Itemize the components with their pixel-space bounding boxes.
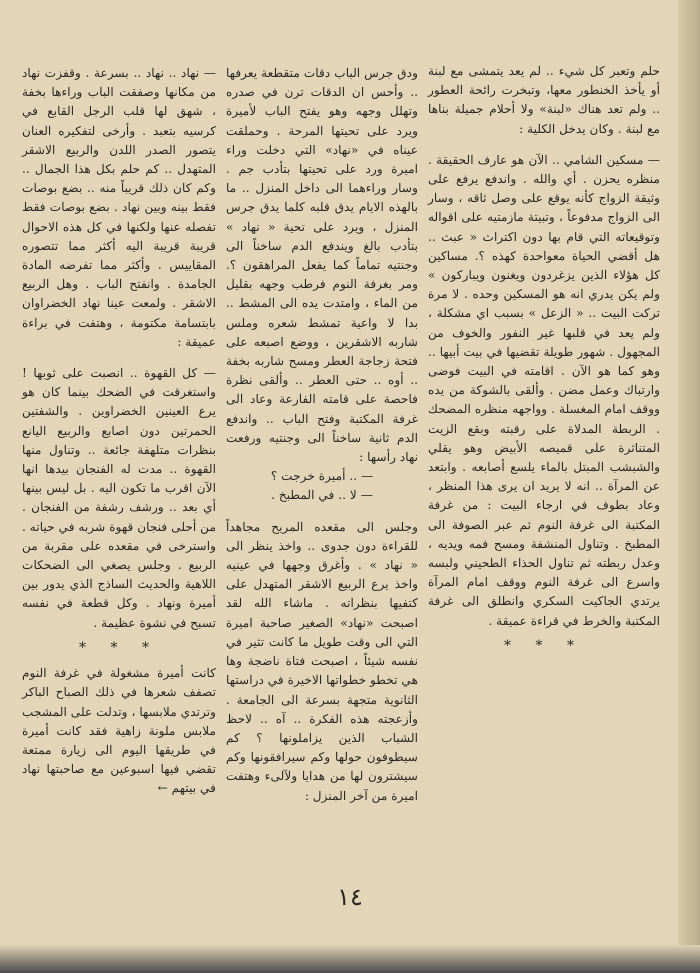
paragraph: — مسكين الشامي .. الآن هو عارف الحقيقة . منظره يحزن . أي والله . واندفع يرفع على وثيقة الزواج كأنه يوقع على وصل ثاقه ، وسار الى الزواج مدفوعاً ، وتبيتة مازمتيه على اقواله وتوقيعاته التي قام بها دون اكتراث « عبث .. هل أقضي الحياة معواحدة كهذه ؟. مساكين كل هؤلاء الذين يزغردون ويغنون ويباركون » ولم يكن يدري انه هو المسكين وحده . لا مرة تركت البيت .. « الزعل » بسبب اي مشكلة ، ولم يعد في قلبها غير النفور والخوف من المجهول . شهور طويلة تقضيها في بيت أبيها .. وهو كما هو الآن . اقامته في البيت فوضى وارتباك وعمل مضن . وألقى بالشوكة من يده ووقف امام المغسلة . وواجهه منظره المضحك . الربطة المدلاة على رقبته وبقع الزيت المتناثرة على قميصه الأبيض وهو يقلي والشبشب المبتل بالماء يلسع أصابعه . وابتعد عن المرآة .. انه لا يريد ان يرى هذا المنظر ، وعاد بطوف في ارجاء البيت : من غرفة المكتبة الى غرفة النوم ثم عبر الصوفة الى المطبخ . وتناول المنشفة ومسح فمه ويديه ، وعدل ربطته ثم تناول الحذاء الطحيني ولبسه واسرع الى غرفة النوم ووقف امام المرآة يرتدي الجاكيت السكري وانطلق الى غرفة المكتبة والخرط في قراءة عميقة . xyxy=(428,152,660,628)
column-middle xyxy=(226,64,418,806)
dialogue-line: — .. أميرة خرجت ؟ xyxy=(270,469,374,484)
paragraph: حلم وتعبر كل شيء .. لم يعد يتمشى مع لبنة أو يأخذ الخنطور معها، وتبخرت رائحة العطور .. ولم تعد هناك «لبنة» ولا أحلام جميلة بناها مع لبنة . وكان يدخل الكلية : xyxy=(428,64,660,136)
page-number: ١٤ xyxy=(337,883,363,911)
paragraph: — نهاد .. نهاد .. بسرعة . وقفزت نهاد من مكانها وصفقت الباب وراءها بخفة ، شهق لها قلب الرجل القابع في كرسيه بتعبد . وأرخى لتفكيره العنان يتصور الصدر اللدن والربيع الاشقر المتهدل .. كم حلم بكل هذا الجمال .. وكم كان ذلك قريباً منه .. بضع بوصات فقط بينه وبين نهاد . بضع بوصات فقط تفصله عنها ولكنها في كل هذه الاحوال قريبة قريبة اليه أكثر مما تتصوره المقاييس . وأكثر مما تفرضه المادة الجامدة . وانفتح الباب . وهل الربيع الاشقر . ولمعت عينا نهاد الخضراوان بابتسامة مكتومة ، وهتفت في براءة عميقة : xyxy=(22,66,216,349)
dialogue-line: — لا .. في المطبخ . xyxy=(271,488,373,503)
column-left xyxy=(22,64,216,799)
column-right xyxy=(428,62,660,662)
section-separator: * * * xyxy=(79,639,159,656)
paragraph: ودق جرس الباب دقات متقطعة يعرفها .. وأحس ان الدقات ترن في صدره وتهلل وجهه وهو يفتح الباب لأميرة ويرد على تحيتها المرحة . وحملقت عيناه في «نهاد» التي دخلت وراء اميرة ورد على تحيتها بتأدب جم . وسار وراءهما الى داخل المنزل .. ما بالهذه الايام يدق قلبه كلما يدق جرس المنزل ، ويرد على تحية « نهاد » بتأدب بالغ ويندفع الدم ساخناً الى وجنتيه تماماً كما يفعل المراهقون ؟. ومر بغرفة النوم فرطب وجهه بقليل من الماء ، وامتدت يده الى المشط .. بدا لا واعية تمشط شعره وملس شاربه الاشقرين ، ووضع اصبعه على فتحة زجاجة العطر ومسح شاربه بخفة .. أوه .. حتى العطر .. وألقى نظرة فاحصة على قامته الفارعة وعاد الى غرفة المكتبة وفتح الباب .. واندفع الدم ثانية ساخناً الى وجنتيه ورفعت نهاد رأسها : xyxy=(226,66,418,465)
paragraph: كانت أميرة مشغولة في غرفة النوم تصفف شعرها في ذلك الصباح الباكر وترتدي ملابسها ، وتدلت على المشجب ملابس ملونة زاهية فقد كانت أميرة في طريقها اليوم الى زيارة ممتعة تقضي فيها اسبوعين مع صاحبتها نهاد في بيتهم ← xyxy=(22,666,216,796)
paragraph: وجلس الى مقعده المريح مجاهداً للقراءة دون جدوى .. واخذ ينظر الى « نهاد » . وأغرق وجهها في عينيه واخذ يرع الربيع الاشقر المتهدل على كتفيها بنظراته . ماشاء الله لقد اصبحت «نهاد» الصغير صاحبة اميرة التي الى وقت طويل ما كانت تثير في نفسه شيئاً ، اصبحت فتاة ناضجة وها هي تخطو خطواتها الاخيرة في دراستها الثانوية متجهة بسرعة الى الجامعة . وأزعجته هذه الفكرة .. آه .. لاحظ الشباب الذين يزاملونها ؟ كم سيطوفون حولها وكم سيرافقونها وكم سيشترون لها من هدايا ولآلىء وهتفت اميرة من آخر المنزل : xyxy=(225,519,418,803)
page-edge-shadow xyxy=(678,0,700,973)
paragraph: — كل القهوة .. انصبت على ثوبها ! واستغرقت في الضحك بينما كان هو يرع العينين الخضراوين . والشفتين الحمرتين دون اصابع والربيع اليانع بنظرات متلهفة جائعة .. وتناول منها القهوة .. مدت له الفنجان بيدها انها الآن اقرب ما تكون اليه . بل ليس بينها أي بعد .. ورشف رشفة من الفنجان . من أحلى فنجان قهوة شربه في حياته . واسترخى في مقعده على مقربة من الربيع . وجلس يصغي الى الضحكات اللاهية والحديث الساذج الذي يدور بين أميرة ونهاد . وكل قطعة في نفسه تسبح في نشوة عظيمة . xyxy=(22,366,216,630)
page-bottom-shadow xyxy=(0,945,700,973)
section-separator: * * * xyxy=(504,637,584,654)
